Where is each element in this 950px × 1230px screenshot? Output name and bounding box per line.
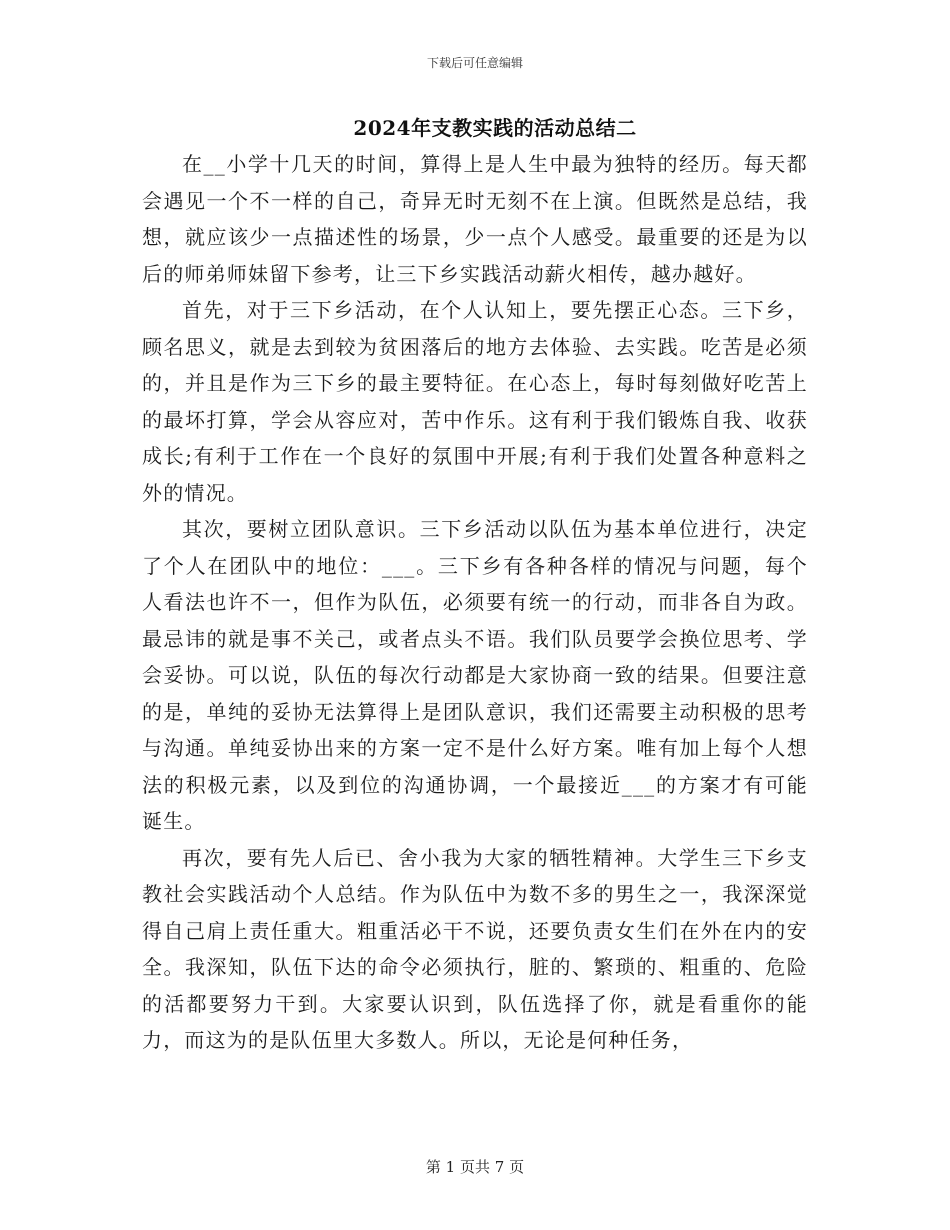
page-number-footer: 第 1 页共 7 页	[425, 1158, 525, 1176]
document-title: 2024年支教实践的活动总结二	[353, 116, 637, 140]
paragraph-4: 再次，要有先人后已、舍小我为大家的牺牲精神。大学生三下乡支教社会实践活动个人总结。作为队伍中为数不多的男生之一，我深深觉得自己肩上责任重大。粗重活必干不说，还要负责女生们在外在内的安全。我深知，队伍下达的命令必须执行，脏的、繁琐的、粗重的、危险的活都要努力干到。大家要认识到，队伍选择了你，就是看重你的能力，而这为的是队伍里大多数人。所以，无论是何种任务，	[142, 845, 808, 1052]
paragraph-3: 其次，要树立团队意识。三下乡活动以队伍为基本单位进行，决定了个人在团队中的地位：___。三下乡有各种各样的情况与问题，每个人看法也许不一，但作为队伍，必须要有统一的行动，而非各自为政。最忌讳的就是事不关己，或者点头不语。我们队员要学会换位思考、学会妥协。可以说，队伍的每次行动都是大家协商一致的结果。但要注意的是，单纯的妥协无法算得上是团队意识，我们还需要主动积极的思考与沟通。单纯妥协出来的方案一定不是什么好方案。唯有加上每个人想法的积极元素，以及到位的沟通协调，一个最接近___的方案才有可能诞生。	[142, 517, 808, 833]
page-header-note: 下载后可任意编辑	[426, 56, 523, 70]
paragraph-1: 在__小学十几天的时间，算得上是人生中最为独特的经历。每天都会遇见一个不一样的自己，奇异无时无刻不在上演。但既然是总结，我想，就应该少一点描述性的场景，少一点个人感受。最重要的还是为以后的师弟师妹留下参考，让三下乡实践活动薪火相传，越办越好。	[142, 152, 808, 286]
document-body	[142, 146, 808, 1059]
paragraph-2: 首先，对于三下乡活动，在个人认知上，要先摆正心态。三下乡，顾名思义，就是去到较为贫困落后的地方去体验、去实践。吃苦是必须的，并且是作为三下乡的最主要特征。在心态上，每时每刻做好吃苦上的最坏打算，学会从容应对，苦中作乐。这有利于我们锻炼自我、收获成长;有利于工作在一个良好的氛围中开展;有利于我们处置各种意料之外的情况。	[142, 298, 808, 505]
